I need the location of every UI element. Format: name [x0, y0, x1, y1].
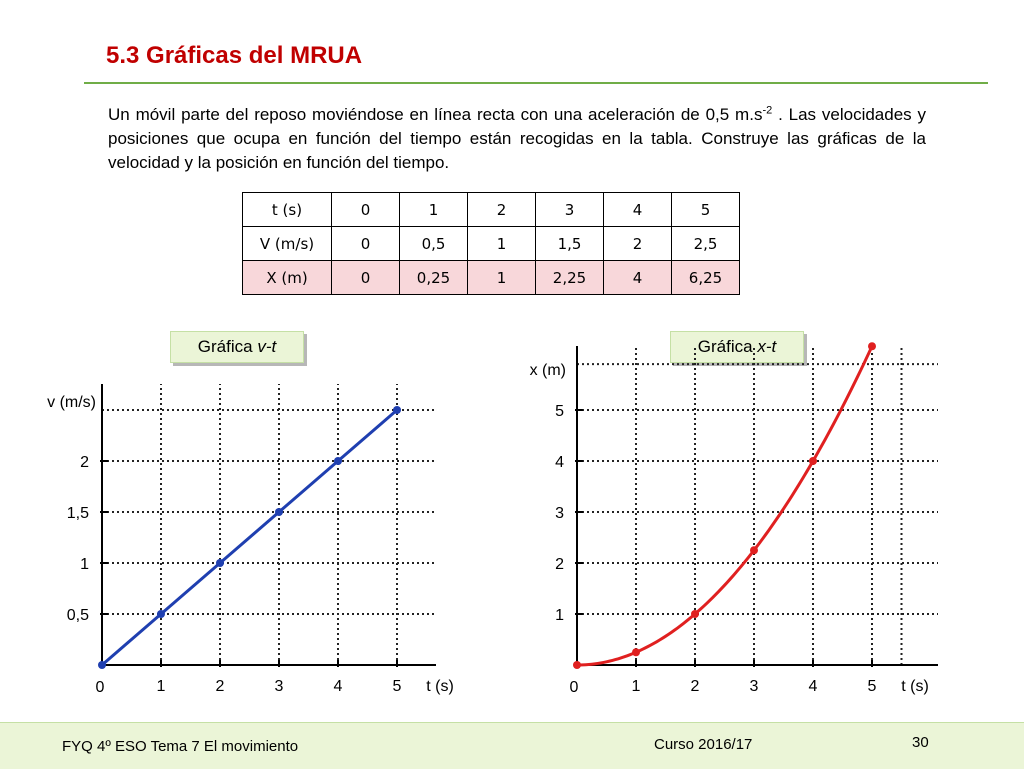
- table-cell: 1: [468, 261, 536, 295]
- xt-y-tick-label: 1: [555, 607, 564, 624]
- xt-data-point: [868, 342, 876, 350]
- table-cell: 5: [672, 193, 740, 227]
- table-cell: 0: [332, 193, 400, 227]
- vt-origin-label: 0: [95, 679, 105, 696]
- table-cell: 6,25: [672, 261, 740, 295]
- xt-label-italic: x-t: [757, 337, 777, 356]
- vt-x-axis-label: t (s): [426, 678, 454, 695]
- xt-y-tick-label: 3: [555, 505, 564, 522]
- xt-data-point: [632, 648, 640, 656]
- vt-x-tick-label: 1: [156, 678, 166, 695]
- footer-course-topic: FYQ 4º ESO Tema 7 El movimiento: [62, 738, 299, 755]
- row-header: V (m/s): [243, 227, 332, 261]
- xt-x-tick-label: 3: [749, 678, 759, 695]
- table-cell: 2,5: [672, 227, 740, 261]
- vt-data-point: [98, 661, 106, 669]
- vt-data-point: [334, 457, 342, 465]
- xt-x-tick-label: 5: [867, 678, 877, 695]
- table-cell: 0: [332, 227, 400, 261]
- problem-text-rest: . Las velocidades y posiciones que ocupa en función del tiempo están recogidas en la tabla. Construye las gráficas de la velocidad y la posición en función del tiempo.: [108, 105, 927, 172]
- xt-y-axis-label: x (m): [529, 362, 566, 379]
- xt-y-tick-label: 4: [555, 454, 564, 471]
- xt-data-point: [691, 610, 699, 618]
- xt-x-tick-label: 4: [808, 678, 818, 695]
- row-header: X (m): [243, 261, 332, 295]
- vt-x-tick-label: 2: [215, 678, 225, 695]
- xt-series-curve: [577, 346, 872, 665]
- vt-x-tick-label: 3: [274, 678, 284, 695]
- page-number: 30: [912, 734, 929, 751]
- xt-x-tick-label: 2: [690, 678, 700, 695]
- table-cell: 1,5: [536, 227, 604, 261]
- vt-data-point: [275, 508, 283, 516]
- table-cell: 4: [604, 193, 672, 227]
- vt-y-tick-label: 1: [80, 556, 89, 573]
- table-cell: 3: [536, 193, 604, 227]
- table-cell: 0: [332, 261, 400, 295]
- exponent: -2: [762, 104, 773, 117]
- table-cell: 1: [400, 193, 468, 227]
- table-cell: 1: [468, 227, 536, 261]
- vt-label-prefix: Gráfica: [197, 337, 258, 356]
- vt-data-point: [216, 559, 224, 567]
- xt-x-axis-label: t (s): [901, 678, 929, 695]
- vt-data-point: [393, 406, 401, 414]
- slide-title: 5.3 Gráficas del MRUA: [106, 42, 363, 69]
- table-cell: 4: [604, 261, 672, 295]
- xt-y-tick-label: 5: [555, 403, 564, 420]
- xt-y-tick-label: 2: [555, 556, 564, 573]
- table-cell: 2: [604, 227, 672, 261]
- table-cell: 0,5: [400, 227, 468, 261]
- vt-x-tick-label: 4: [333, 678, 343, 695]
- table-cell: 2,25: [536, 261, 604, 295]
- xt-label-prefix: Gráfica: [697, 337, 758, 356]
- vt-y-tick-label: 2: [80, 454, 89, 471]
- vt-y-tick-label: 1,5: [66, 505, 89, 522]
- xt-data-point: [750, 546, 758, 554]
- row-header: t (s): [243, 193, 332, 227]
- footer-school-year: Curso 2016/17: [654, 736, 753, 753]
- table-cell: 2: [468, 193, 536, 227]
- xt-data-point: [573, 661, 581, 669]
- vt-y-axis-label: v (m/s): [47, 394, 96, 411]
- xt-x-tick-label: 1: [631, 678, 641, 695]
- vt-y-tick-label: 0,5: [66, 607, 89, 624]
- table-cell: 0,25: [400, 261, 468, 295]
- vt-label-italic: v-t: [257, 337, 277, 356]
- vt-data-point: [157, 610, 165, 618]
- vt-x-tick-label: 5: [392, 678, 402, 695]
- xt-origin-label: 0: [569, 679, 579, 696]
- xt-data-point: [809, 457, 817, 465]
- vt-series-line: [102, 410, 397, 665]
- problem-text: Un móvil parte del reposo moviéndose en línea recta con una aceleración de 0,5 m.s: [108, 105, 763, 124]
